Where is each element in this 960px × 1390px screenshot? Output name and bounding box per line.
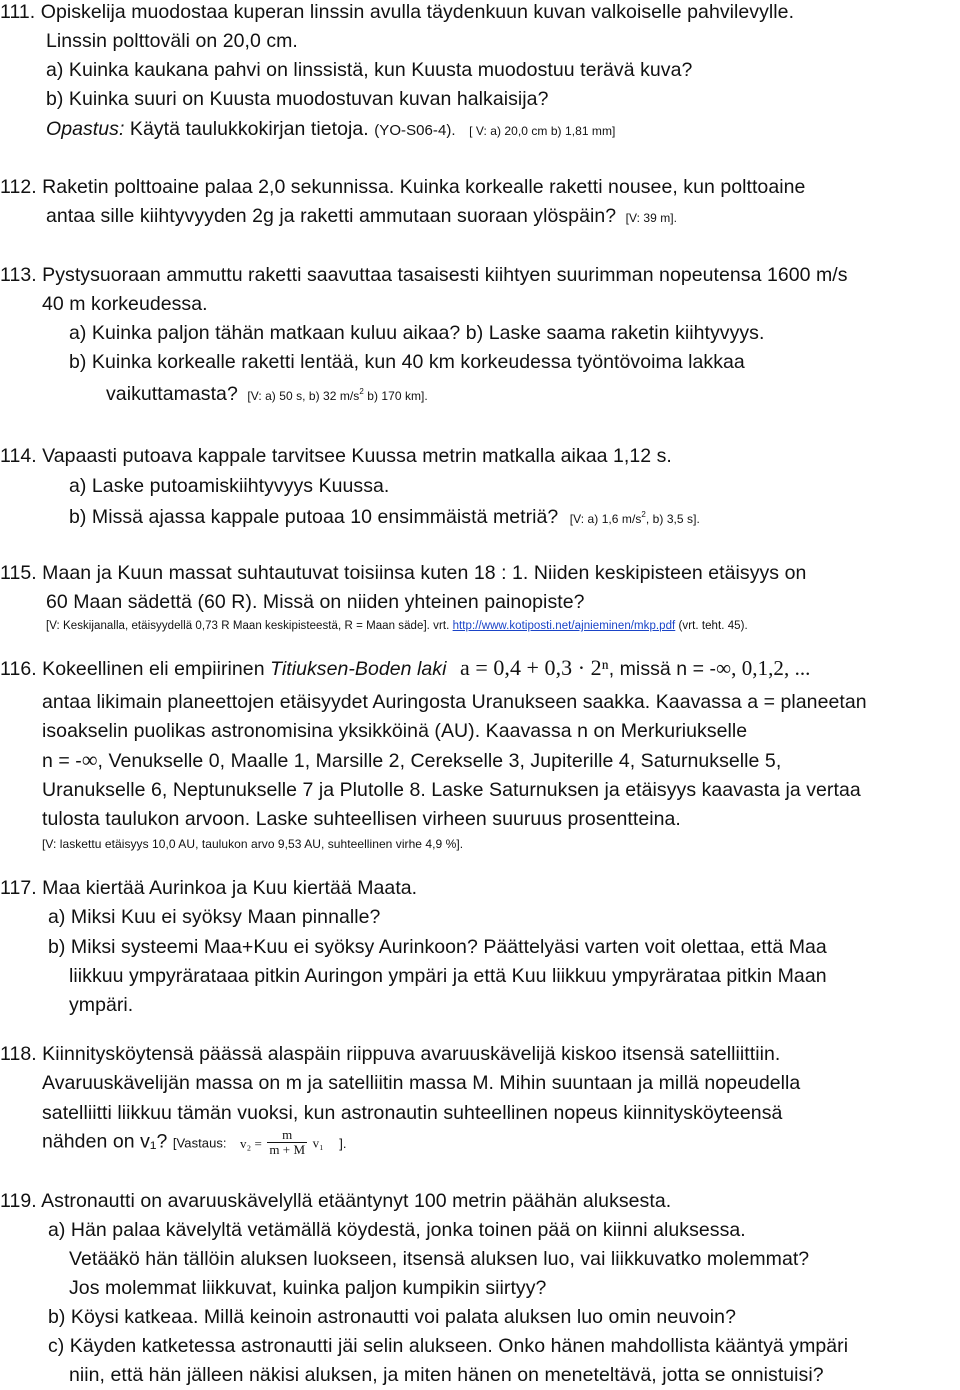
reference-link[interactable]: http://www.kotiposti.net/ajnieminen/mkp.pdf bbox=[452, 620, 676, 632]
problem-113-part-a: a) Kuinka paljon tähän matkaan kuluu aikaa? b) Laske saama raketin kiihtyvyys. bbox=[69, 322, 765, 344]
hint-reference: (YO-S06-4). bbox=[374, 122, 456, 139]
law-name: Titiuksen-Boden laki bbox=[270, 658, 447, 680]
problem-113-part-b-cont bbox=[106, 380, 428, 408]
problem-112-answer: [V: 39 m]. bbox=[625, 211, 678, 225]
n-values: ∞, 0,1,2, ... bbox=[716, 656, 811, 680]
titius-bode-formula: a = 0,4 + 0,3 · 2ⁿ bbox=[459, 655, 609, 680]
problem-118-line-1: 118. Kiinnitysköytensä päässä alaspäin riippuva avaruuskävelijä kiskoo itsensä satelliittiin. bbox=[0, 1043, 781, 1065]
problem-116-line-2: antaa likimain planeettojen etäisyydet Auringosta Uranukseen saakka. Kaavassa a = planeetan bbox=[42, 691, 867, 713]
v1-symbol: v₁ bbox=[312, 1135, 324, 1151]
problem-116-line-1: 116. Kokeellinen eli empiirinen Titiuksen-Boden laki a = 0,4 + 0,3 · 2ⁿ, missä n = -∞, 0,1,2, ... bbox=[0, 655, 811, 680]
problem-116-line-5: Uranukselle 6, Neptunukselle 7 ja Plutolle 8. Laske Saturnuksen ja etäisyys kaavasta ja vertaa bbox=[42, 779, 861, 801]
problem-114-part-b bbox=[69, 503, 700, 531]
infinity-symbol: ∞ bbox=[81, 747, 98, 772]
problem-118-text: nähden on v₁? bbox=[42, 1130, 168, 1153]
problem-112-text: antaa sille kiihtyvyyden 2g ja raketti ammutaan suoraan ylöspäin? bbox=[46, 205, 617, 227]
problem-118-line-3: satelliitti liikkuu tämän vuoksi, kun astronautin suhteellinen nopeus kiinnitysköyteensä bbox=[42, 1102, 783, 1124]
problem-114-text: b) Missä ajassa kappale putoaa 10 ensimmäistä metriä? bbox=[69, 506, 559, 528]
problem-116-line-3: isoakselin puolikas astronomisina yksikköinä (AU). Kaavassa n on Merkuriukselle bbox=[42, 720, 748, 742]
problem-113-answer: [V: a) 50 s, b) 32 $m/s^2$ b) 170 km]. bbox=[247, 387, 428, 403]
problem-118-hint: [Vastaus: bbox=[172, 1135, 227, 1151]
problem-117-part-b-cont-1: liikkuu ympyrärataaa pitkin Auringon ympäri ja että Kuu liikkuu ympyrärataa pitkin Maan bbox=[69, 965, 827, 987]
problem-113-line-2: 40 m korkeudessa. bbox=[42, 293, 208, 315]
mass-fraction: $\frac{m}{m + M}$ bbox=[269, 1127, 306, 1157]
problem-115-answer: [V: Keskijanalla, etäisyydellä 0,73 R Maan keskipisteestä, R = Maan säde]. vrt. http://www.kotiposti.net/ajnieminen/mkp.pdf (vrt. teht. 45). bbox=[46, 620, 748, 632]
problem-115-line-1: 115. Maan ja Kuun massat suhtautuvat toisiinsa kuten 18 : 1. Niiden keskipisteen etäisyys on bbox=[0, 562, 807, 584]
problem-119-part-c: c) Käyden katketessa astronautti jäi selin alukseen. Onko hänen mahdollista kääntyä ympäri bbox=[48, 1335, 849, 1357]
problem-111-part-a: a) Kuinka kaukana pahvi on linssistä, kun Kuusta muodostuu terävä kuva? bbox=[46, 59, 693, 81]
problem-114-answer: [V: a) 1,6 $m/s^2$, b) 3,5 s]. bbox=[569, 510, 700, 526]
hint-text: Käytä taulukkokirjan tietoja. bbox=[129, 118, 369, 140]
problem-111-part-b: b) Kuinka suuri on Kuusta muodostuvan kuvan halkaisija? bbox=[46, 88, 549, 110]
problem-117-part-b-cont-2: ympäri. bbox=[69, 994, 134, 1016]
problem-119-line-1: 119. Astronautti on avaruuskävelyllä etääntynyt 100 metrin päähän aluksesta. bbox=[0, 1190, 672, 1212]
problem-113-part-b: b) Kuinka korkealle raketti lentää, kun 40 km korkeudessa työntövoima lakkaa bbox=[69, 351, 745, 373]
v2-symbol: v₂ = bbox=[240, 1135, 262, 1151]
problem-114-line-1: 114. Vapaasti putoava kappale tarvitsee Kuussa metrin matkalla aikaa 1,12 s. bbox=[0, 445, 672, 467]
problem-112-line-2 bbox=[46, 204, 677, 230]
problem-113-text: vaikuttamasta? bbox=[106, 383, 238, 405]
problem-119-part-a: a) Hän palaa kävelyltä vetämällä köydestä, jonka toinen pää on kiinni aluksessa. bbox=[48, 1219, 746, 1241]
problem-118-line-4: nähden on v₁? [Vastaus: v₂ = $\frac{m}{m + M}$ v₁ ]. bbox=[42, 1127, 347, 1157]
problem-112-line-1: 112. Raketin polttoaine palaa 2,0 sekunnissa. Kuinka korkealle raketti nousee, kun polttoaine bbox=[0, 176, 806, 198]
problem-113-line-1: 113. Pystysuoraan ammuttu raketti saavuttaa tasaisesti kiihtyen suurimman nopeutensa 1600 m/s bbox=[0, 264, 848, 286]
problem-116-line-6: tulosta taulukon arvoon. Laske suhteellisen virheen suuruus prosentteina. bbox=[42, 808, 681, 830]
hint-label: Opastus: bbox=[46, 118, 125, 140]
problem-111-line-2: Linssin polttoväli on 20,0 cm. bbox=[46, 30, 298, 52]
problem-115-line-2: 60 Maan sädettä (60 R). Missä on niiden yhteinen painopiste? bbox=[46, 591, 585, 613]
problem-116-answer: [V: laskettu etäisyys 10,0 AU, taulukon arvo 9,53 AU, suhteellinen virhe 4,9 %]. bbox=[42, 837, 464, 851]
problem-111-answer: [ V: a) 20,0 cm b) 1,81 mm] bbox=[469, 124, 616, 138]
problem-119-part-c-cont: niin, että hän jälleen näkisi aluksen, ja miten hänen on meneteltävä, jotta se onnistuisi? bbox=[69, 1364, 824, 1386]
problem-114-part-a: a) Laske putoamiskiihtyvyys Kuussa. bbox=[69, 475, 390, 497]
problem-116-line-4: n = -∞, Venukselle 0, Maalle 1, Marsille 2, Cerekselle 3, Jupiterille 4, Saturnukselle 5, bbox=[42, 747, 782, 772]
problem-119-part-a-cont-1: Vetääkö hän tällöin aluksen luokseen, itsensä aluksen luo, vai liikkuvatko molemmat? bbox=[69, 1248, 810, 1270]
problem-117-part-b: b) Miksi systeemi Maa+Kuu ei syöksy Aurinkoon? Päättelyäsi varten voit olettaa, että Maa bbox=[48, 936, 827, 958]
problem-117-line-1: 117. Maa kiertää Aurinkoa ja Kuu kiertää Maata. bbox=[0, 877, 418, 899]
problem-119-part-a-cont-2: Jos molemmat liikkuvat, kuinka paljon kumpikin siirtyy? bbox=[69, 1277, 547, 1299]
problem-111-line-1: 111. Opiskelija muodostaa kuperan linssin avulla täydenkuun kuvan valkoiselle pahvilevylle. bbox=[0, 1, 795, 23]
problem-117-part-a: a) Miksi Kuu ei syöksy Maan pinnalle? bbox=[48, 906, 381, 928]
problem-111-hint bbox=[46, 117, 615, 143]
problem-118-line-2: Avaruuskävelijän massa on m ja satelliitin massa M. Mihin suuntaan ja millä nopeudella bbox=[42, 1072, 801, 1094]
problem-119-part-b: b) Köysi katkeaa. Millä keinoin astronautti voi palata aluksen luo omin neuvoin? bbox=[48, 1306, 736, 1328]
